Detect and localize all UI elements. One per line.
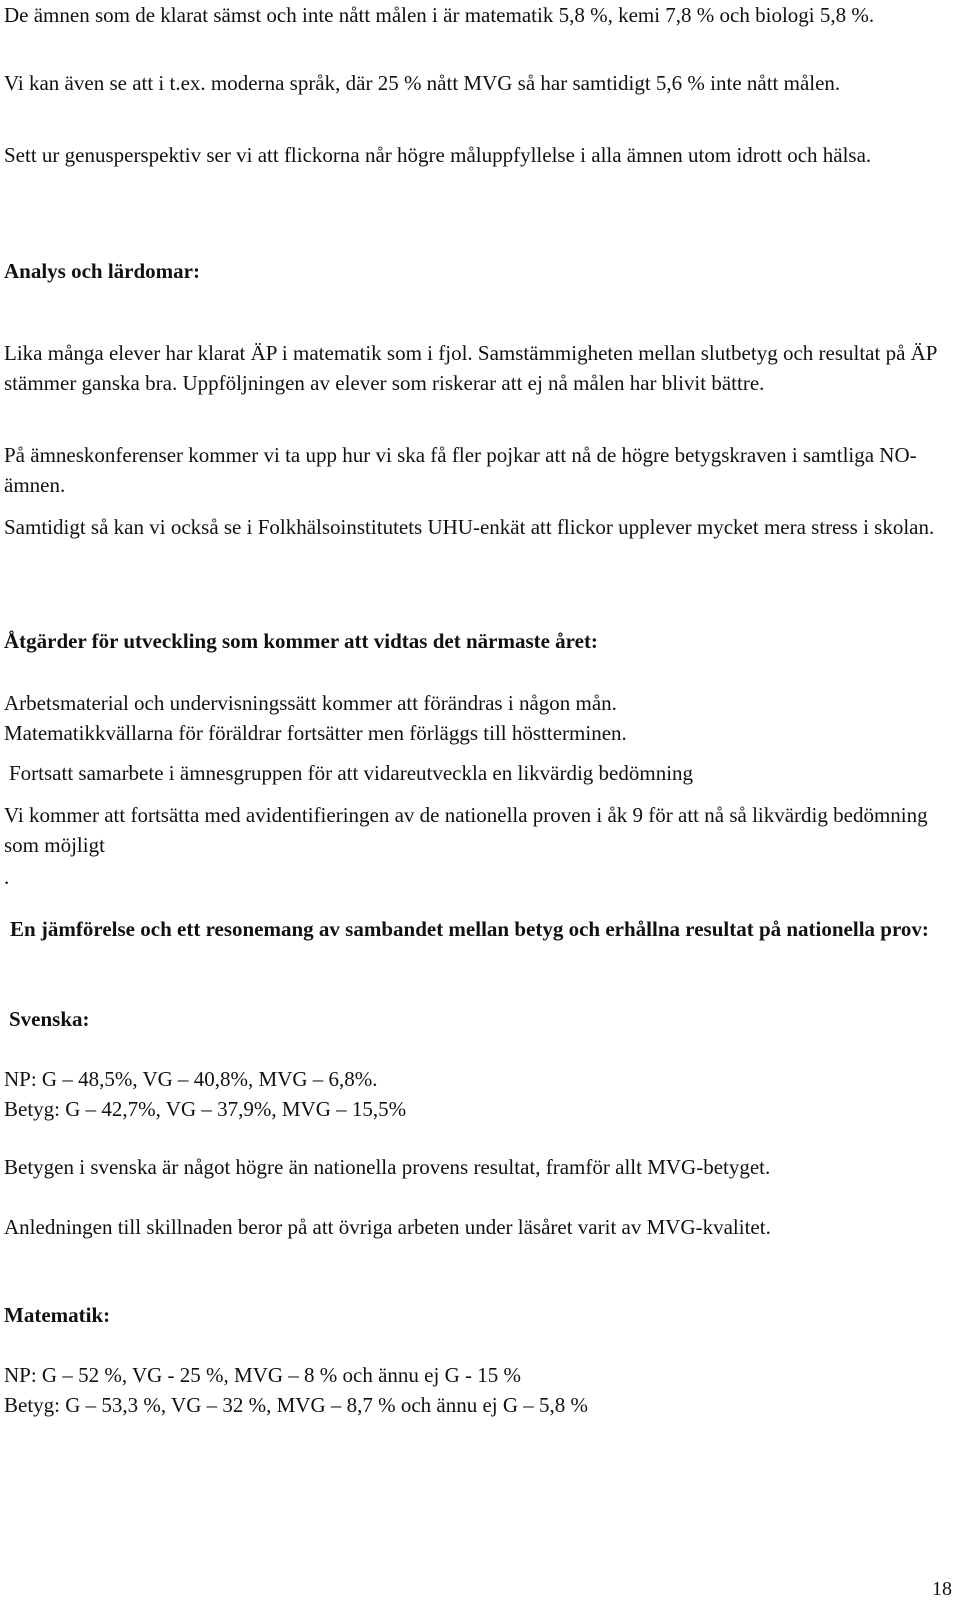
svenska-np-results: NP: G – 48,5%, VG – 40,8%, MVG – 6,8%.: [4, 1067, 378, 1091]
paragraph-lowest-results: De ämnen som de klarat sämst och inte nått målen i är matematik 5,8 %, kemi 7,8 % och biologi 5,8 %.: [4, 3, 875, 27]
paragraph-svenska-comparison: Betygen i svenska är något högre än nationella provens resultat, framför allt MVG-betyget.: [4, 1155, 771, 1179]
paragraph-modern-languages: Vi kan även se att i t.ex. moderna språk, där 25 % nått MVG så har samtidigt 5,6 % inte nått målen.: [4, 71, 841, 95]
heading-svenska: Svenska:: [9, 1007, 90, 1031]
page-number: 18: [932, 1578, 952, 1600]
paragraph-subject-conferences: På ämneskonferenser kommer vi ta upp hur vi ska få fler pojkar att nå de högre betygskraven i samtliga NO-ämnen.: [4, 443, 917, 497]
paragraph-analysis-ap: Lika många elever har klarat ÄP i matematik som i fjol. Samstämmigheten mellan slutbetyg och resultat på ÄP stämmer ganska bra. Uppföljningen av elever som riskerar att ej nå målen har blivit bättre.: [4, 341, 937, 395]
heading-comparison: En jämförelse och ett resonemang av sambandet mellan betyg och erhållna resultat på nationella prov:: [10, 917, 929, 941]
matematik-grade-results: Betyg: G – 53,3 %, VG – 32 %, MVG – 8,7 % och ännu ej G – 5,8 %: [4, 1393, 589, 1417]
paragraph-gender-perspective: Sett ur genusperspektiv ser vi att flickorna når högre måluppfyllelse i alla ämnen utom idrott och hälsa.: [4, 143, 872, 167]
paragraph-materials: [4, 688, 952, 748]
paragraph-uhu-survey: Samtidigt så kan vi också se i Folkhälsoinstitutets UHU-enkät att flickor upplever mycket mera stress i skolan.: [4, 515, 935, 539]
stray-dot: .: [4, 865, 10, 889]
heading-actions: Åtgärder för utveckling som kommer att vidtas det närmaste året:: [4, 629, 598, 653]
line-math-evenings: Matematikkvällarna för föräldrar fortsätter men förläggs till höstterminen.: [4, 721, 627, 745]
heading-analysis: Analys och lärdomar:: [4, 259, 200, 283]
heading-matematik: Matematik:: [4, 1303, 111, 1327]
matematik-np-results: NP: G – 52 %, VG - 25 %, MVG – 8 % och ännu ej G - 15 %: [4, 1363, 521, 1387]
paragraph-svenska-reason: Anledningen till skillnaden beror på att övriga arbeten under läsåret varit av MVG-kvalitet.: [4, 1215, 771, 1239]
line-materials: Arbetsmaterial och undervisningssätt kommer att förändras i någon mån.: [4, 691, 617, 715]
paragraph-anonymization: Vi kommer att fortsätta med avidentifieringen av de nationella proven i åk 9 för att nå så likvärdig bedömning som möjligt: [4, 803, 928, 857]
svenska-grade-results: Betyg: G – 42,7%, VG – 37,9%, MVG – 15,5%: [4, 1097, 407, 1121]
paragraph-subject-group: Fortsatt samarbete i ämnesgruppen för att vidareutveckla en likvärdig bedömning: [9, 761, 694, 785]
